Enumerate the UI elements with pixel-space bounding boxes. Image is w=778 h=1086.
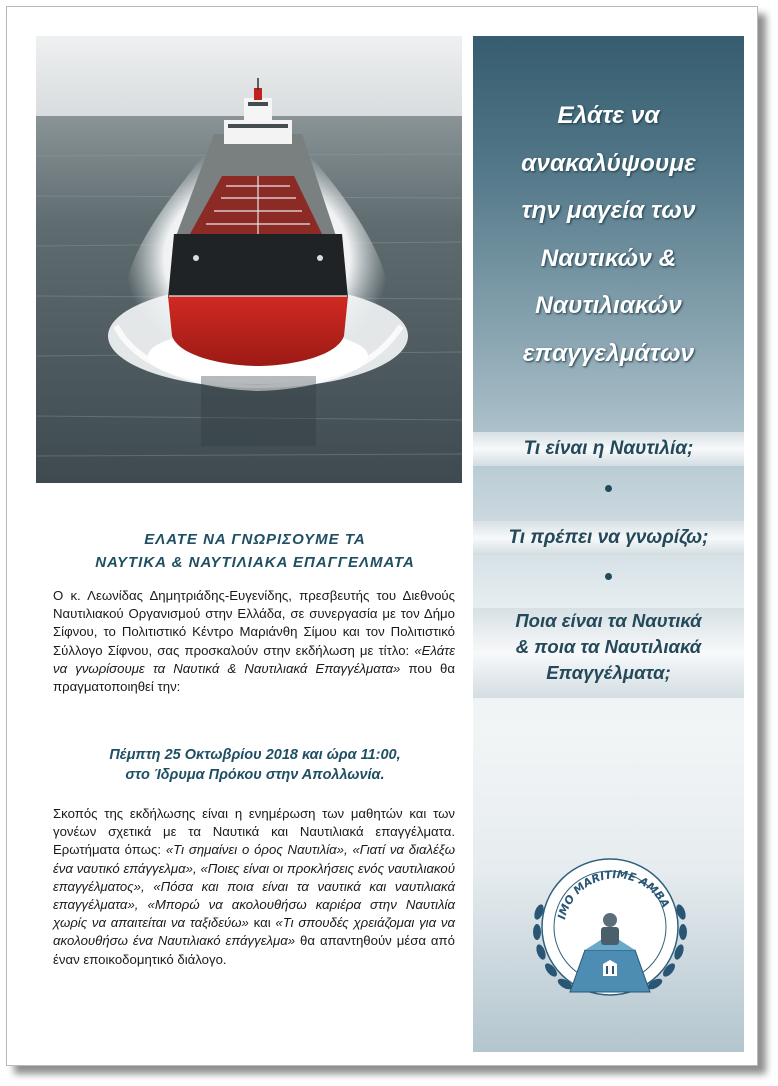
question-which-professions (473, 608, 744, 698)
paragraph-text: που θα πραγματοποιηθεί την: (53, 660, 455, 695)
question-line: Ποια είναι τα Ναυτικά (515, 610, 702, 631)
right-panel (473, 36, 744, 1052)
paragraph-text: Σκοπός της εκδήλωσης είναι η ενημέρωση των μαθητών και των γονέων σχετικά με τα Ναυτικά και Ναυτιλιακά επαγγέλματα. Ερωτήματα όπως: (53, 806, 455, 858)
question-what-to-know: Τι πρέπει να γνωρίζω; (473, 521, 744, 555)
invitation-paragraph (53, 587, 455, 696)
event-date: Πέμπτη 25 Οκτωβρίου 2018 και ώρα 11:00, (109, 747, 401, 763)
headline-line: επαγγελμάτων (522, 339, 695, 367)
questions-italic: «Τι σημαίνει ο όρος Ναυτιλία», «Γιατί να διαλέξω ένα ναυτικό επάγγελμα», «Ποιες είναι οι προκλήσεις ενός ναυτιλιακού επαγγέλματος», «Πόσα και ποια είναι τα ναυτικά και ναυτιλιακά επαγγέλματα», «Μπορώ να ακολουθήσω καριέρα στην Ναυτιλία χωρίς να απαιτείται να ταξιδεύω» (53, 842, 455, 931)
event-title (51, 528, 459, 574)
flyer-page (6, 6, 758, 1066)
title-line: ΝΑΥΤΙΚΑ & ΝΑΥΤΙΛΙΑΚΑ ΕΠΑΓΓΕΛΜΑΤΑ (95, 554, 415, 571)
panel-headline (473, 92, 744, 377)
headline-line: ανακαλύψουμε (521, 149, 696, 177)
headline-line: Ναυτιλιακών (535, 292, 682, 319)
purpose-paragraph (53, 805, 455, 969)
event-date-location (51, 745, 459, 785)
headline-line: Ναυτικών & (540, 244, 677, 272)
bullet-dot-icon (605, 485, 612, 492)
paragraph-text: Ο κ. Λεωνίδας Δημητριάδης-Ευγενίδης, πρεσβευτής του Διεθνούς Ναυτιλιακού Οργανισμού στην Ελλάδα, σε συνεργασία με τον Δήμο Σίφνου, το Πολιτιστικό Κέντρο Μαριάνθη Σίμου και τον Πολιτιστικό Σύλλογο Σίφνου, σας προσκαλούν στην εκδήλωση με τίτλο: (53, 588, 455, 658)
headline-line: την μαγεία των (521, 197, 696, 224)
svg-text:IMO MARITIME AMBASSADOR: IMO MARITIME AMBA (555, 868, 673, 921)
paragraph-text: και (248, 915, 276, 931)
headline-line: Ελάτε να (557, 102, 660, 129)
question-line: & ποια τα Ναυτιλιακά (515, 636, 702, 657)
title-line: ΕΛΑΤΕ ΝΑ ΓΝΩΡΙΣΟΥΜΕ ΤΑ (144, 531, 366, 548)
imo-maritime-ambassador-logo (525, 842, 695, 1017)
question-line: Επαγγέλματα; (546, 662, 671, 683)
paragraph-text: θα απαντηθούν μέσα από έναν εποικοδομητικό διάλογο. (53, 933, 455, 967)
questions-italic: «Τι σπουδές χρειάζομαι για να ακολουθήσω ένα Ναυτιλιακό επάγγελμα» (53, 915, 455, 949)
event-name-italic: «Ελάτε να γνωρίσουμε τα Ναυτικά & Ναυτιλιακά Επαγγέλματα» (53, 642, 455, 676)
ship-photo (36, 36, 462, 483)
bullet-dot-icon (605, 573, 612, 580)
question-what-is-shipping: Τι είναι η Ναυτιλία; (473, 432, 744, 466)
event-location: στο Ίδρυμα Πρόκου στην Απολλωνία. (125, 767, 385, 783)
